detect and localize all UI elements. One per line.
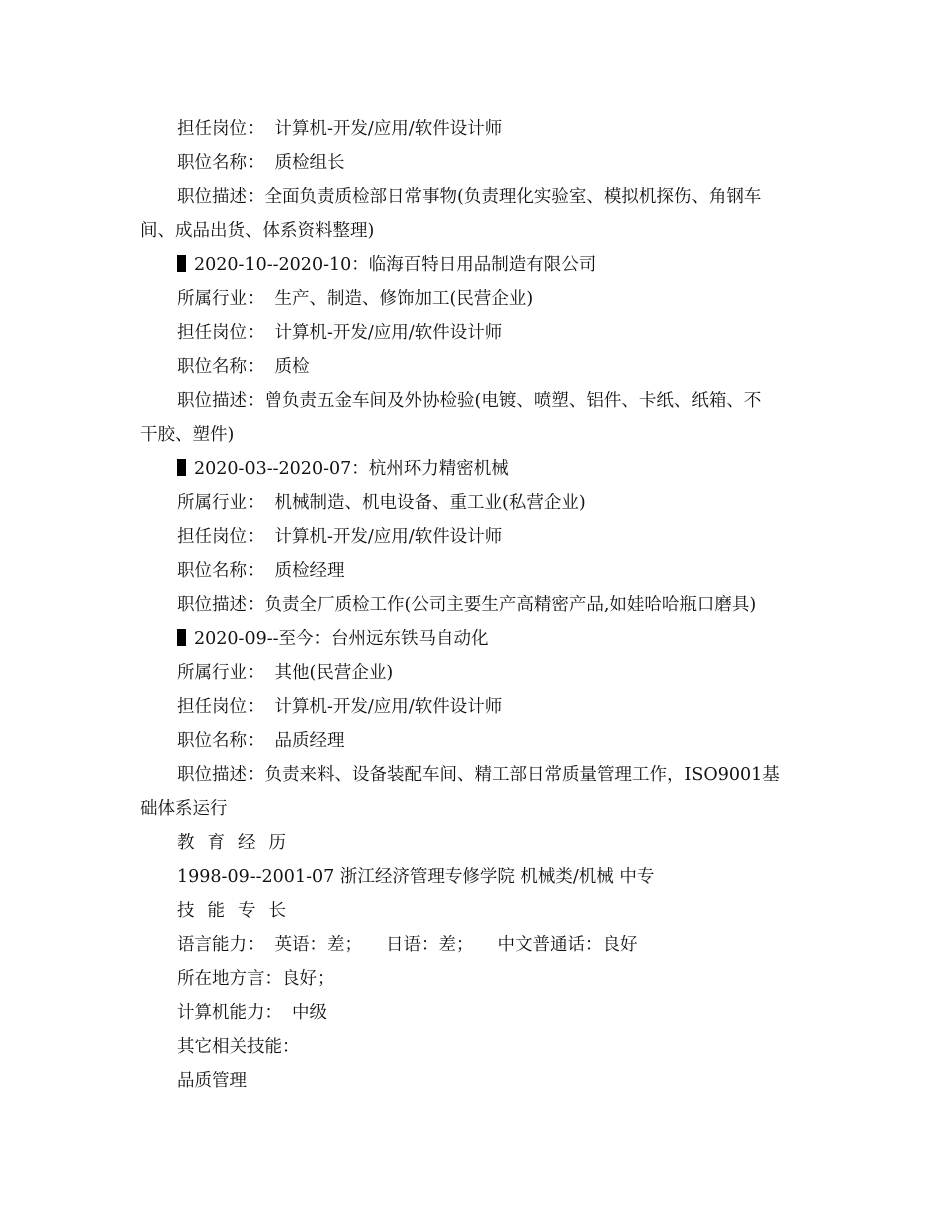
job-entry-heading: 2020-10--2020-10：临海百特日用品制造有限公司 [140,248,820,282]
education-entry: 1998-09--2001-07 浙江经济管理专修学院 机械类/机械 中专 [177,867,655,887]
job-description-continuation: 间、成品出货、体系资料整理) [140,221,375,241]
bullet-marker [177,629,186,646]
computer-skills-row: 计算机能力： 中级 [177,1003,327,1023]
dialect-row: 所在地方言：良好； [177,969,335,989]
job-title-row: 职位名称： 质检经理 [177,561,345,581]
industry-row: 所属行业： 其他(民营企业) [177,663,394,683]
job-title-row: 职位名称： 品质经理 [177,731,345,751]
job-title-row: 职位名称： 质检 [177,357,310,377]
industry-row: 所属行业： 机械制造、机电设备、重工业(私营企业) [177,493,586,513]
language-skills-row: 语言能力： 英语：差； 日语：差； 中文普通话：良好 [177,935,638,955]
bullet-marker [177,459,186,476]
other-skills-value: 品质管理 [177,1071,247,1091]
position-row: 担任岗位： 计算机-开发/应用/软件设计师 [177,527,503,547]
other-skills-label: 其它相关技能： [177,1037,300,1057]
job-description-line: 职位描述：负责来料、设备装配车间、精工部日常质量管理工作，ISO9001基 [177,765,780,785]
job-description-line: 职位描述：全面负责质检部日常事物(负责理化实验室、模拟机探伤、角钢车 [177,187,762,207]
education-heading: 教育经历 [177,833,299,853]
job-description-line: 职位描述：曾负责五金车间及外协检验(电镀、喷塑、铝件、卡纸、纸箱、不 [177,391,762,411]
job-description-continuation: 础体系运行 [140,799,228,819]
job-title-row: 职位名称： 质检组长 [177,153,345,173]
job-description-line: 职位描述：负责全厂质检工作(公司主要生产高精密产品,如娃哈哈瓶口磨具) [177,595,757,615]
job-entry-heading: 2020-09--至今：台州远东铁马自动化 [140,622,820,656]
position-row: 担任岗位： 计算机-开发/应用/软件设计师 [177,697,503,717]
job-entry-heading: 2020-03--2020-07：杭州环力精密机械 [140,452,820,486]
bullet-marker [177,255,186,272]
job-description-continuation: 干胶、塑件) [140,425,235,445]
work-experience-content [140,112,820,1098]
position-row: 担任岗位： 计算机-开发/应用/软件设计师 [177,119,503,139]
skills-heading: 技能专长 [177,901,299,921]
position-row: 担任岗位： 计算机-开发/应用/软件设计师 [177,323,503,343]
industry-row: 所属行业： 生产、制造、修饰加工(民营企业) [177,289,534,309]
